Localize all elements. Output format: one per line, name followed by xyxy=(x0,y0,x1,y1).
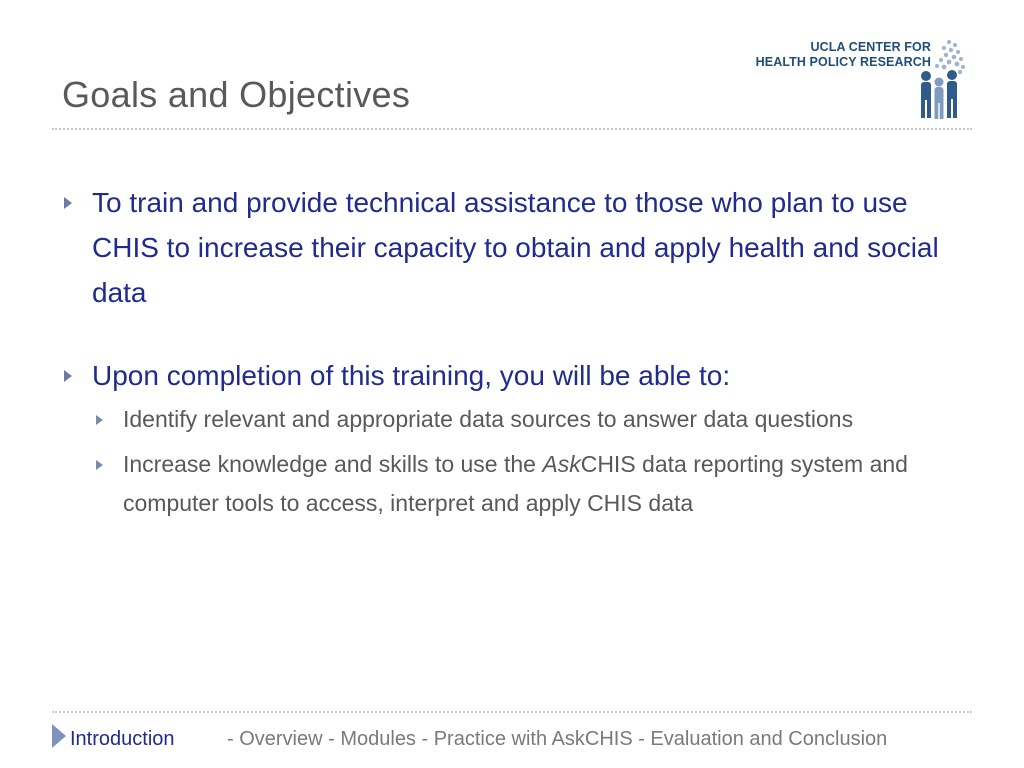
sub-bullet-text-emphasis: Ask xyxy=(542,451,581,477)
bullet-item xyxy=(60,180,960,315)
bullet-arrow-icon xyxy=(96,460,103,470)
slide-title: Goals and Objectives xyxy=(62,74,411,115)
bullet-arrow-icon xyxy=(64,370,72,382)
bullet-arrow-icon xyxy=(64,197,72,209)
current-section-arrow-icon xyxy=(52,724,66,748)
section-nav-footer xyxy=(52,722,1012,756)
sub-bullet-text-pre: Increase knowledge and skills to use the xyxy=(123,451,543,477)
ucla-chpr-logo xyxy=(745,36,975,122)
bullet-list xyxy=(60,180,960,523)
sub-bullet-text: Identify relevant and appropriate data sources to answer data questions xyxy=(123,406,854,432)
sub-bullet-text-post: CHIS data reporting system and computer tools to access, interpret and apply CHIS data xyxy=(123,451,908,516)
title-divider xyxy=(52,128,972,130)
bullet-text: To train and provide technical assistance to those who plan to use CHIS to increase their capacity to obtain and apply health and social data xyxy=(92,187,939,308)
people-group-icon xyxy=(913,36,969,122)
bullet-item xyxy=(60,353,960,398)
footer-other-sections: - Overview - Modules - Practice with AskCHIS - Evaluation and Conclusion xyxy=(227,728,888,750)
sub-bullet-item xyxy=(60,445,960,523)
logo-line-2: HEALTH POLICY RESEARCH xyxy=(755,55,931,69)
logo-line-1: UCLA CENTER FOR xyxy=(810,40,931,54)
footer-divider xyxy=(52,711,972,713)
bullet-text: Upon completion of this training, you will be able to: xyxy=(92,360,731,391)
bullet-arrow-icon xyxy=(96,415,103,425)
footer-current-section: Introduction xyxy=(70,728,175,750)
sub-bullet-item xyxy=(60,400,960,439)
